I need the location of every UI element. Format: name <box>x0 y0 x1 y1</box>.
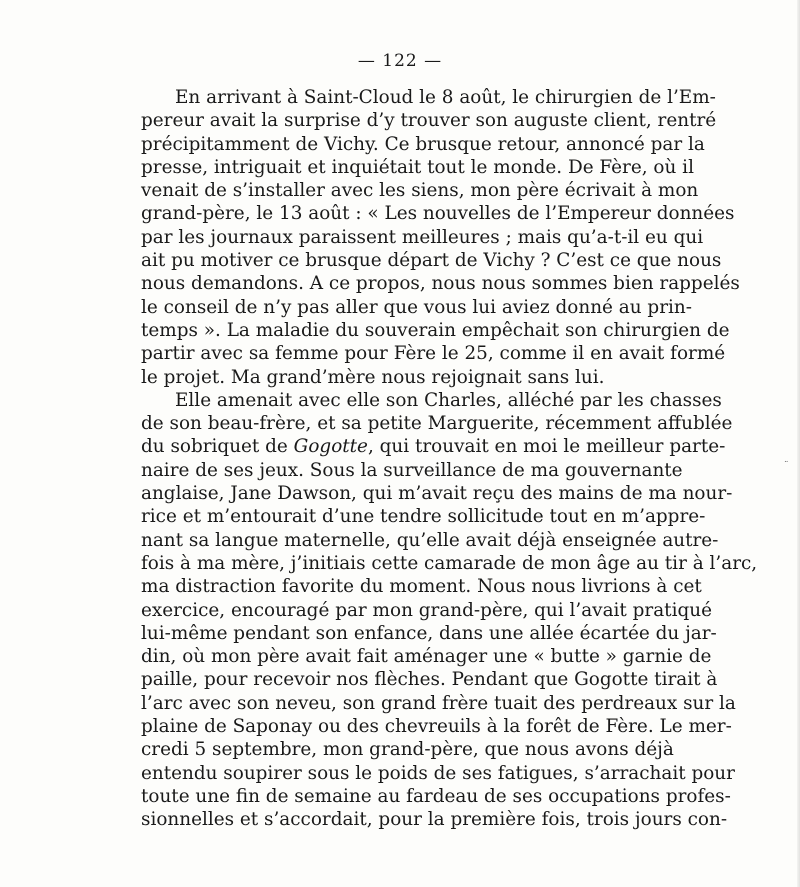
text-line: fois à ma mère, j’initiais cette camarade de mon âge au tir à l’arc, <box>141 552 758 574</box>
text-line: ma distraction favorite du moment. Nous nous livrions à cet <box>141 576 702 598</box>
text-line: précipitamment de Vichy. Ce brusque retour, annoncé par la <box>141 133 705 155</box>
text-line: nant sa langue maternelle, qu’elle avait déjà enseignée autre- <box>141 529 719 551</box>
paragraph-2 <box>141 389 758 832</box>
text-line: ait pu motiver ce brusque départ de Vichy ? C’est ce que nous <box>141 250 722 272</box>
text-line: En arrivant à Saint-Cloud le 8 août, le chirurgien de l’Em- <box>175 87 716 108</box>
text-line: exercice, encouragé par mon grand-père, qui l’avait pratiqué <box>141 599 712 621</box>
text-line: rice et m’entourait d’une tendre sollicitude tout en m’appre- <box>141 506 706 528</box>
text-line: lui-même pendant son enfance, dans une allée écartée du jar- <box>141 622 717 644</box>
text-line: credi 5 septembre, mon grand-père, que nous avons déjà <box>141 739 674 761</box>
text-line: presse, intriguait et inquiétait tout le monde. De Fère, où il <box>141 156 694 178</box>
margin-mark: ¨ <box>784 461 789 471</box>
text-line: l’arc avec son neveu, son grand frère tuait des perdreaux sur la <box>141 692 736 714</box>
text-line: plaine de Saponay ou des chevreuils à la forêt de Fère. Le mer- <box>141 716 732 738</box>
text-line: le conseil de n’y pas aller que vous lui aviez donné au prin- <box>141 296 692 318</box>
text-line: nous demandons. A ce propos, nous nous sommes bien rappelés <box>141 273 740 295</box>
text-line: venait de s’installer avec les siens, mon père écrivait à mon <box>141 180 699 202</box>
paragraph-1 <box>141 86 740 389</box>
text-line: Elle amenait avec elle son Charles, alléché par les chasses <box>175 389 722 411</box>
text-line: naire de ses jeux. Sous la surveillance de ma gouvernante <box>141 459 683 481</box>
text-line: temps ». La maladie du souverain empêchait son chirurgien de <box>141 319 730 341</box>
page-number: — 122 — <box>357 51 443 71</box>
text-line: entendu soupirer sous le poids de ses fatigues, s’arrachait pour <box>141 762 735 784</box>
text-line: sionnelles et s’accordait, pour la première fois, trois jours con- <box>141 809 728 831</box>
italic-nickname: Gogotte <box>293 436 368 458</box>
text-line: le projet. Ma grand’mère nous rejoignait sans lui. <box>141 366 605 388</box>
text-line: toute une fin de semaine au fardeau de ses occupations profes- <box>141 785 731 807</box>
text-line: paille, pour recevoir nos flèches. Pendant que Gogotte tirait à <box>141 669 718 691</box>
text-line: grand-père, le 13 août : « Les nouvelles de l’Empereur données <box>141 203 735 225</box>
text-line: anglaise, Jane Dawson, qui m’avait reçu des mains de ma nour- <box>141 483 733 505</box>
text-line: pereur avait la surprise d’y trouver son auguste client, rentré <box>141 110 717 132</box>
text-line: partir avec sa femme pour Fère le 25, comme il en avait formé <box>141 343 726 365</box>
text-line: du sobriquet de Gogotte, qui trouvait en moi le meilleur parte- <box>141 436 726 458</box>
text-line: de son beau-frère, et sa petite Marguerite, récemment affublée <box>141 413 733 435</box>
text-line: par les journaux paraissent meilleures ; mais qu’a-t-il eu qui <box>141 226 704 248</box>
body-text <box>141 86 758 832</box>
text-line: din, où mon père avait fait aménager une « butte » garnie de <box>141 646 712 668</box>
